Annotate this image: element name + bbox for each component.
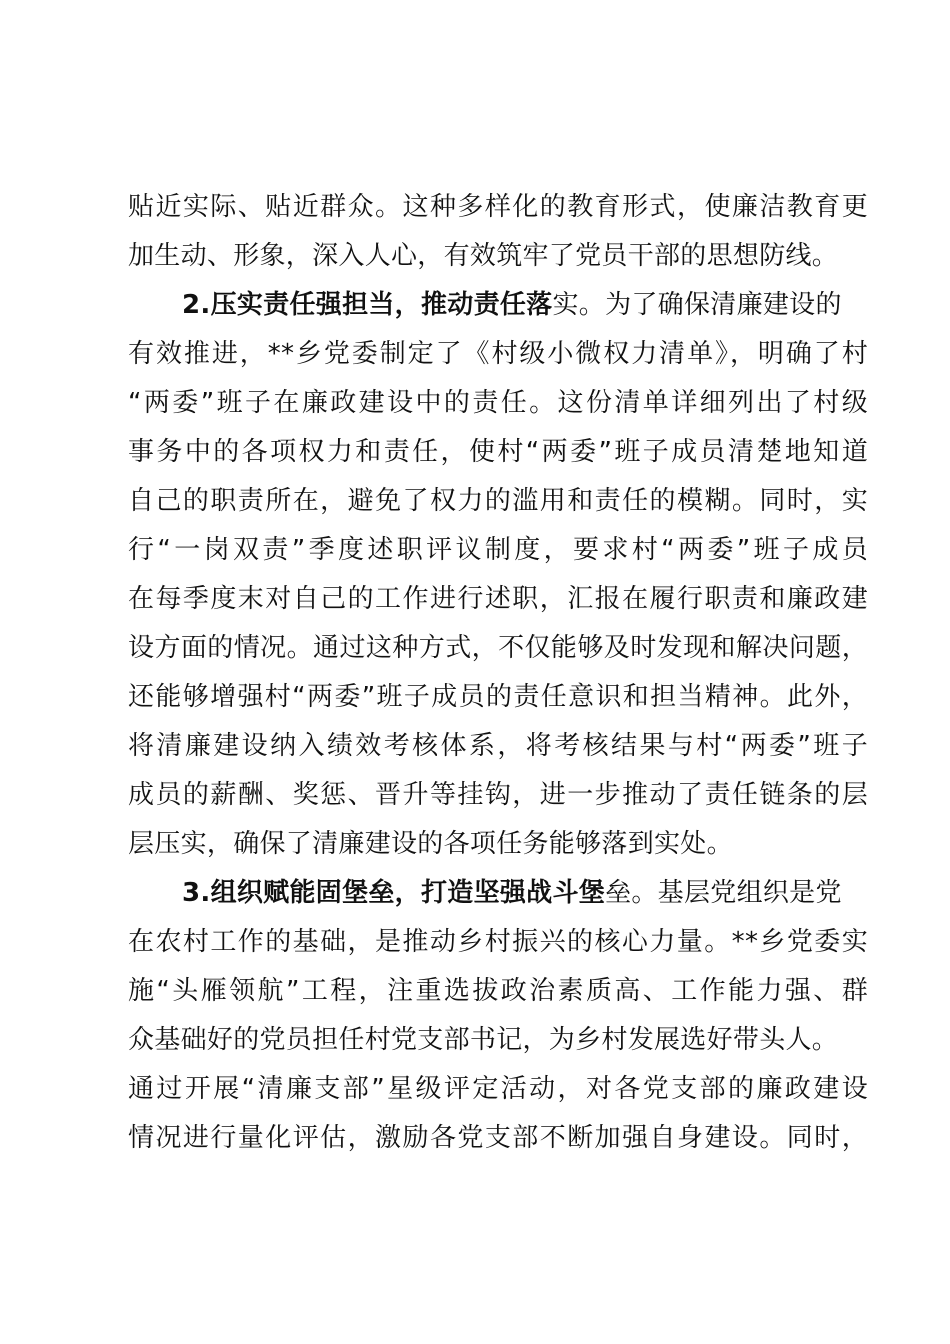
paragraph-line: 有效推进，**乡党委制定了《村级小微权力清单》，明确了村 [128,339,868,369]
paragraph-line: 还能够增强村“两委”班子成员的责任意识和担当精神。此外， [128,682,868,712]
paragraph-first-line [128,281,868,330]
paragraph-1 [128,183,868,281]
paragraph-line: 设方面的情况。通过这种方式，不仅能够及时发现和解决问题， [128,633,868,663]
paragraph-line: 将清廉建设纳入绩效考核体系，将考核结果与村“两委”班子 [128,731,868,761]
paragraph-line: 贴近实际、贴近群众。这种多样化的教育形式，使廉洁教育更 [128,192,868,222]
paragraph-line: “两委”班子在廉政建设中的责任。这份清单详细列出了村级 [128,388,868,418]
paragraph-line: 事务中的各项权力和责任，使村“两委”班子成员清楚地知道 [128,437,868,467]
paragraph-line: 加生动、形象，深入人心，有效筑牢了党员干部的思想防线。 [128,241,839,271]
paragraph-3 [128,869,868,1163]
paragraph-line: 情况进行量化评估，激励各党支部不断加强自身建设。同时， [128,1123,868,1153]
heading-line-rest: 实。为了确保清廉建设的 [552,290,842,320]
paragraph-first-line [128,869,868,918]
paragraph-line: 在农村工作的基础，是推动乡村振兴的核心力量。**乡党委实 [128,927,868,957]
paragraph-line: 通过开展“清廉支部”星级评定活动，对各党支部的廉政建设 [128,1074,868,1104]
section-heading: 3.组织赋能固堡垒，打造坚强战斗堡 [182,878,606,908]
paragraph-line: 层压实，确保了清廉建设的各项任务能够落到实处。 [128,829,733,859]
paragraph-line: 在每季度末对自己的工作进行述职，汇报在履行职责和廉政建 [128,584,868,614]
paragraph-line: 施“头雁领航”工程，注重选拔政治素质高、工作能力强、群 [128,976,868,1006]
heading-line-rest: 垒。基层党组织是党 [605,878,842,908]
section-heading: 2.压实责任强担当，推动责任落 [182,290,553,320]
paragraph-2 [128,281,868,869]
paragraph-line: 行“一岗双责”季度述职评议制度，要求村“两委”班子成员 [128,535,868,565]
paragraph-line: 成员的薪酬、奖惩、晋升等挂钩，进一步推动了责任链条的层 [128,780,868,810]
paragraph-line: 自己的职责所在，避免了权力的滥用和责任的模糊。同时，实 [128,486,868,516]
paragraph-line: 众基础好的党员担任村党支部书记，为乡村发展选好带头人。 [128,1025,839,1055]
